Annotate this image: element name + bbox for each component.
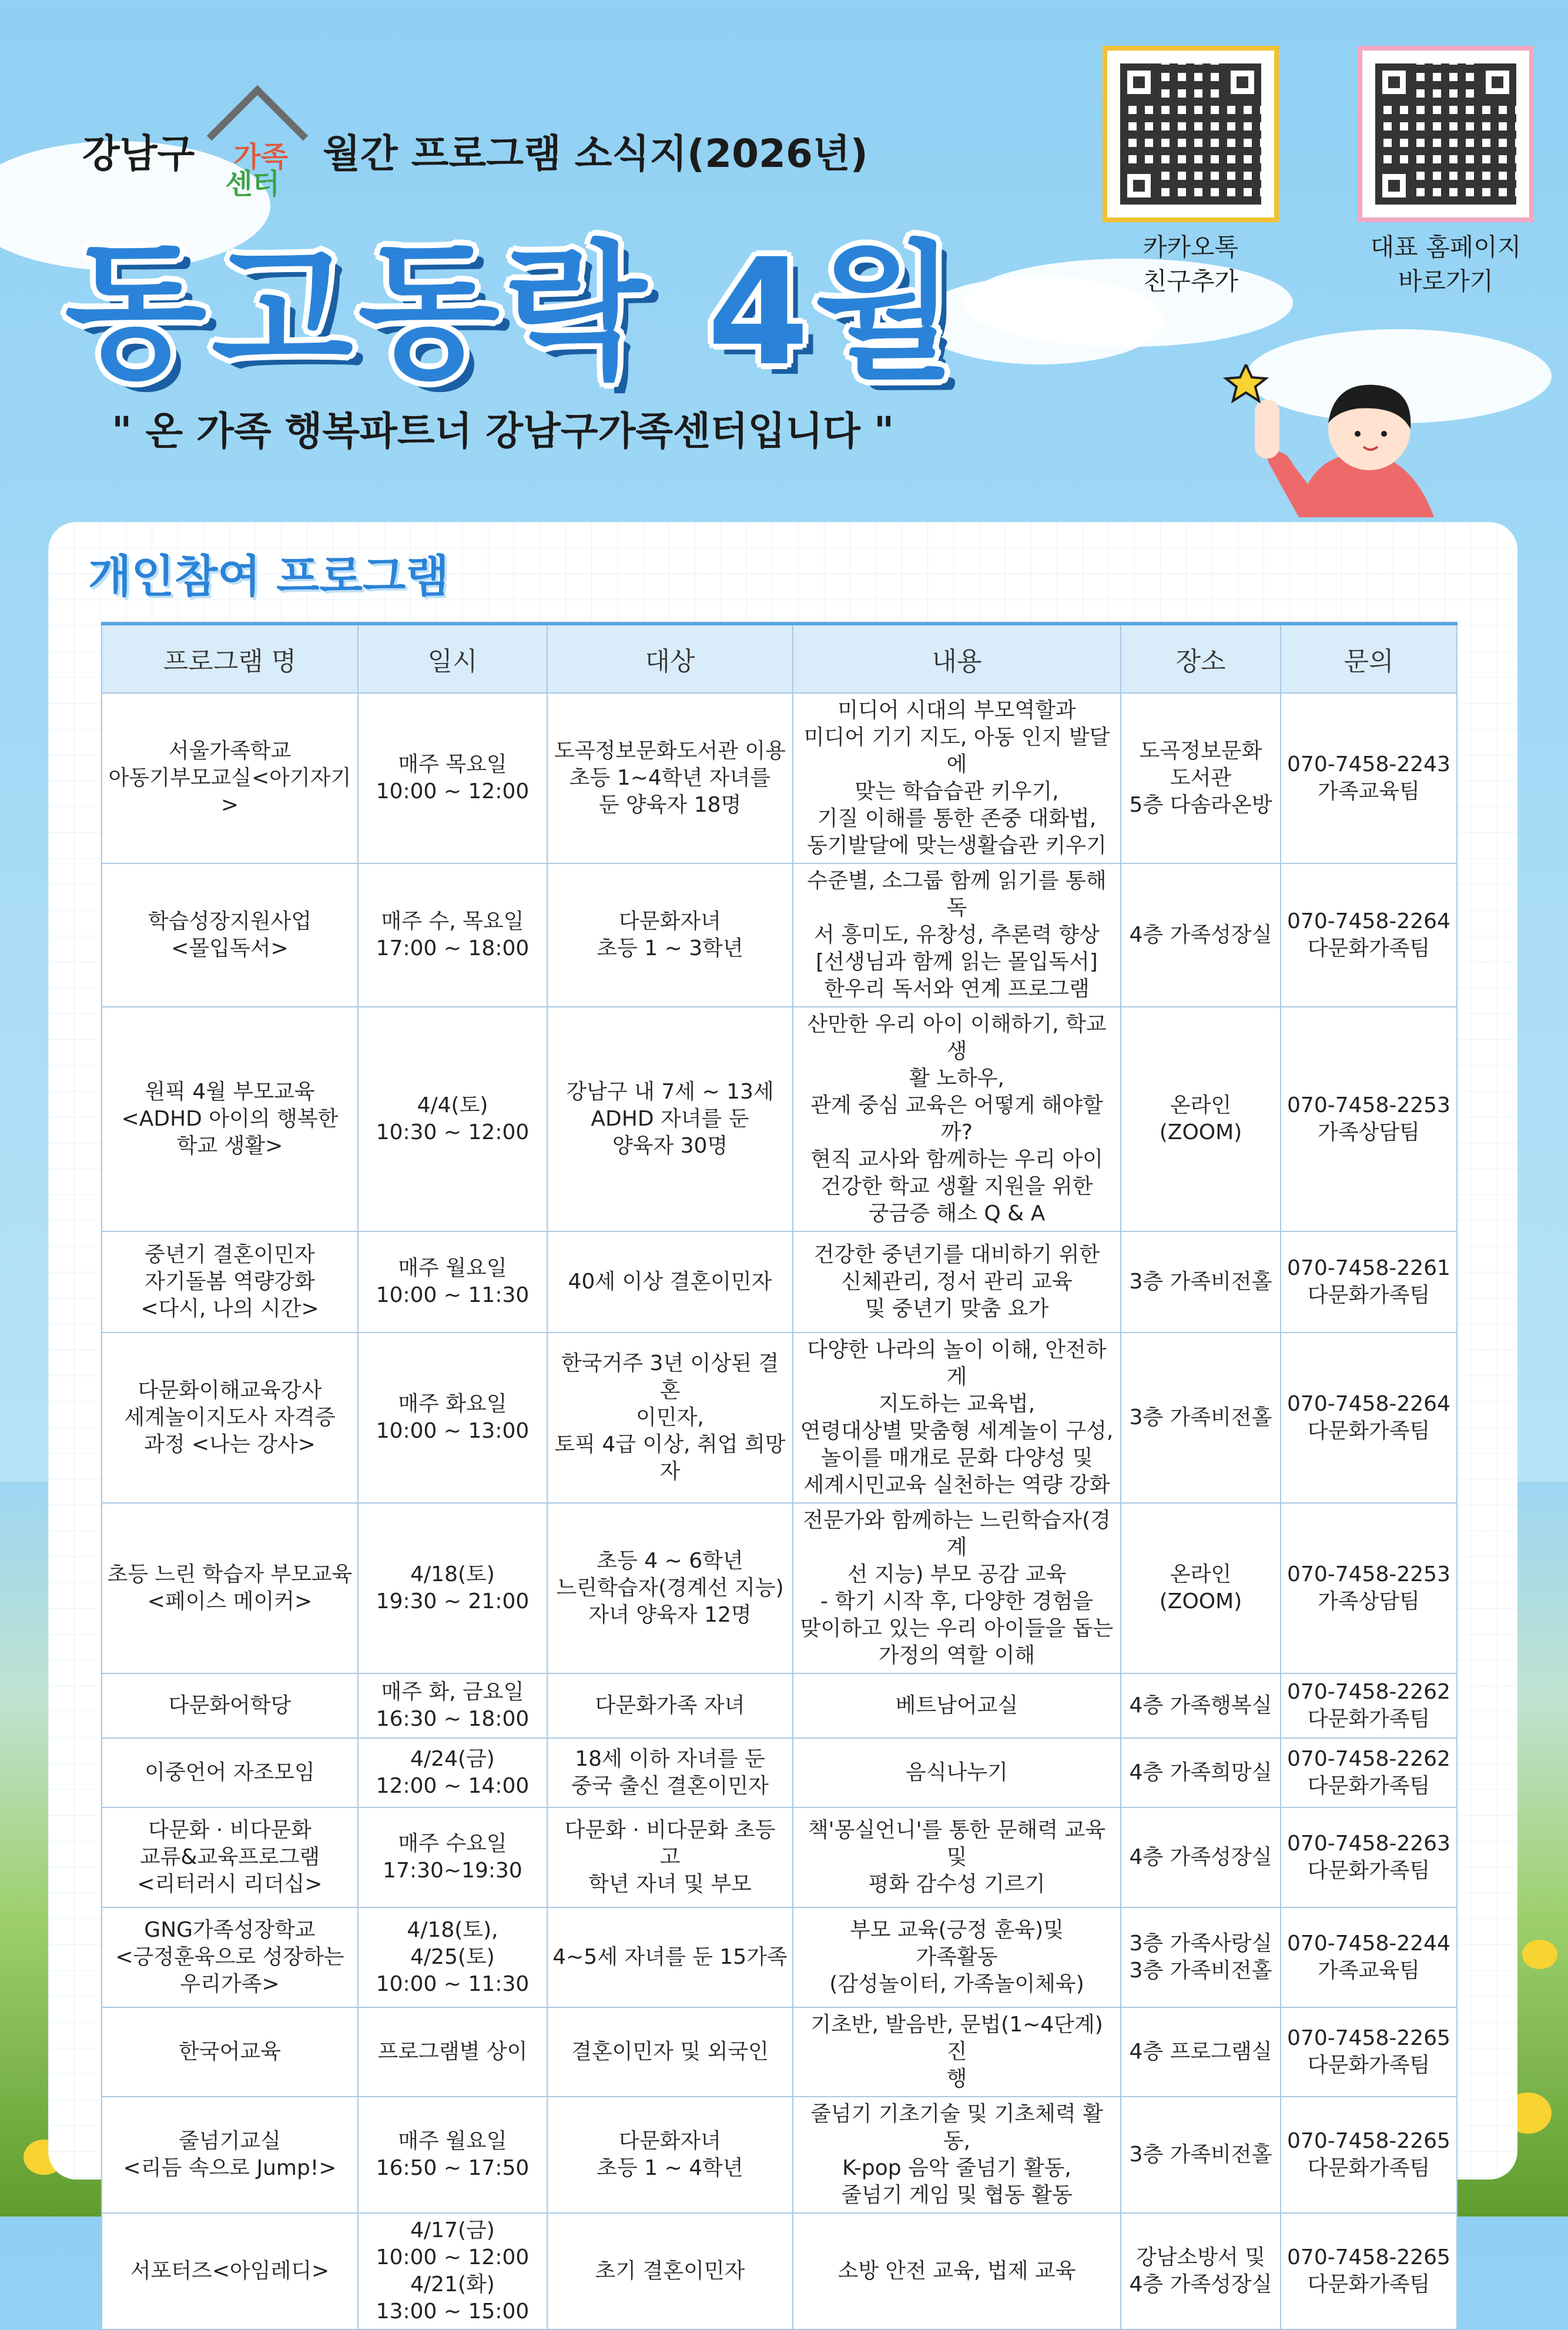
cell-target: 한국거주 3년 이상된 결혼 이민자, 토픽 4급 이상, 취업 희망자	[547, 1333, 793, 1503]
header-target: 대상	[547, 624, 793, 693]
cell-location: 4층 가족희망실	[1121, 1738, 1281, 1807]
cell-datetime: 4/24(금) 12:00 ~ 14:00	[358, 1738, 547, 1807]
slogan: " 온 가족 행복파트너 강남구가족센터입니다 "	[112, 409, 894, 454]
cell-datetime: 매주 월요일 16:50 ~ 17:50	[358, 2097, 547, 2213]
cell-datetime: 매주 목요일 10:00 ~ 12:00	[358, 693, 547, 863]
table-row	[102, 1503, 1457, 1673]
cell-contact: 070-7458-2244 가족교육팀	[1281, 1907, 1457, 2007]
cell-program-name: 다문화 · 비다문화 교류&교육프로그램 <리터러시 리더십>	[102, 1807, 358, 1907]
cell-target: 초기 결혼이민자	[547, 2213, 793, 2329]
cell-target: 강남구 내 7세 ~ 13세 ADHD 자녀를 둔 양육자 30명	[547, 1007, 793, 1231]
cell-program-name: 서포터즈<아임레디>	[102, 2213, 358, 2329]
cell-content: 전문가와 함께하는 느린학습자(경계 선 지능) 부모 공감 교육 - 학기 시작 후, 다양한 경험을 맞이하고 있는 우리 아이들을 돕는 가정의 역할 이해	[793, 1503, 1121, 1673]
flower	[1522, 1940, 1557, 1969]
cell-location: 온라인 (ZOOM)	[1121, 1503, 1281, 1673]
cell-target: 다문화가족 자녀	[547, 1673, 793, 1738]
cell-target: 40세 이상 결혼이민자	[547, 1231, 793, 1333]
cell-program-name: 초등 느린 학습자 부모교육 <페이스 메이커>	[102, 1503, 358, 1673]
cell-program-name: 서울가족학교 아동기부모교실<아기자기>	[102, 693, 358, 863]
homepage-qr[interactable]	[1358, 46, 1534, 299]
cell-datetime: 매주 수, 목요일 17:00 ~ 18:00	[358, 863, 547, 1007]
cell-content: 책'몽실언니'를 통한 문해력 교육 및 평화 감수성 기르기	[793, 1807, 1121, 1907]
cell-program-name: GNG가족성장학교 <긍정훈육으로 성장하는 우리가족>	[102, 1907, 358, 2007]
cell-content: 소방 안전 교육, 법제 교육	[793, 2213, 1121, 2329]
cell-content: 수준별, 소그룹 함께 읽기를 통해 독 서 흥미도, 유창성, 추론력 향상 [선생님과 함께 읽는 몰입독서] 한우리 독서와 연계 프로그램	[793, 863, 1121, 1007]
cell-target: 다문화자녀 초등 1 ~ 4학년	[547, 2097, 793, 2213]
logo-text-bottom: 센터	[225, 168, 280, 200]
cell-location: 강남소방서 및 4층 가족성장실	[1121, 2213, 1281, 2329]
cell-location: 3층 가족사랑실 3층 가족비전홀	[1121, 1907, 1281, 2007]
star-icon	[1226, 364, 1266, 401]
family-center-logo	[215, 118, 303, 200]
cell-target: 다문화 · 비다문화 초등 고 학년 자녀 및 부모	[547, 1807, 793, 1907]
table-row	[102, 1333, 1457, 1503]
cell-contact: 070-7458-2264 다문화가족팀	[1281, 863, 1457, 1007]
header-program-name: 프로그램 명	[102, 624, 358, 693]
cell-contact: 070-7458-2262 다문화가족팀	[1281, 1738, 1457, 1807]
cell-datetime: 4/18(토), 4/25(토) 10:00 ~ 11:30	[358, 1907, 547, 2007]
table-header-row	[102, 624, 1457, 693]
table-row	[102, 2213, 1457, 2329]
cell-contact: 070-7458-2263 다문화가족팀	[1281, 1807, 1457, 1907]
cell-content: 음식나누기	[793, 1738, 1121, 1807]
cell-target: 초등 4 ~ 6학년 느린학습자(경계선 지능) 자녀 양육자 12명	[547, 1503, 793, 1673]
cell-datetime: 매주 화, 금요일 16:30 ~ 18:00	[358, 1673, 547, 1738]
table-row	[102, 1907, 1457, 2007]
cell-program-name: 원픽 4월 부모교육 <ADHD 아이의 행복한 학교 생활>	[102, 1007, 358, 1231]
cell-location: 4층 가족성장실	[1121, 1807, 1281, 1907]
header-contact: 문의	[1281, 624, 1457, 693]
cell-target: 18세 이하 자녀를 둔 중국 출신 결혼이민자	[547, 1738, 793, 1807]
cell-location: 도곡정보문화 도서관 5층 다솜라온방	[1121, 693, 1281, 863]
cell-datetime: 4/4(토) 10:30 ~ 12:00	[358, 1007, 547, 1231]
cell-target: 4~5세 자녀를 둔 15가족	[547, 1907, 793, 2007]
qr-label-homepage: 대표 홈페이지 바로가기	[1370, 233, 1522, 296]
cell-content: 다양한 나라의 놀이 이해, 안전하게 지도하는 교육법, 연령대상별 맞춤형 세계놀이 구성, 놀이를 매개로 문화 다양성 및 세계시민교육 실천하는 역량 강화	[793, 1333, 1121, 1503]
pointing-person-illustration	[1181, 364, 1446, 517]
table-row	[102, 1231, 1457, 1333]
cell-datetime: 매주 월요일 10:00 ~ 11:30	[358, 1231, 547, 1333]
table-row	[102, 2097, 1457, 2213]
cell-content: 줄넘기 기초기술 및 기초체력 활동, K-pop 음악 줄넘기 활동, 줄넘기 게임 및 협동 활동	[793, 2097, 1121, 2213]
section-title: 개인참여 프로그램	[88, 550, 449, 602]
logo-text-top: 가족	[233, 140, 289, 173]
table-row	[102, 1807, 1457, 1907]
qr-code-icon[interactable]	[1103, 46, 1279, 222]
cell-location: 4층 가족행복실	[1121, 1673, 1281, 1738]
qr-code-icon[interactable]	[1358, 46, 1534, 222]
cell-datetime: 매주 화요일 10:00 ~ 13:00	[358, 1333, 547, 1503]
cell-program-name: 중년기 결혼이민자 자기돌봄 역량강화 <다시, 나의 시간>	[102, 1231, 358, 1333]
cell-contact: 070-7458-2253 가족상담팀	[1281, 1503, 1457, 1673]
cell-content: 미디어 시대의 부모역할과 미디어 기기 지도, 아동 인지 발달에 맞는 학습습관 키우기, 기질 이해를 통한 존중 대화법, 동기발달에 맞는생활습관 키우기	[793, 693, 1121, 863]
table-row	[102, 2007, 1457, 2097]
table-row	[102, 863, 1457, 1007]
cell-content: 건강한 중년기를 대비하기 위한 신체관리, 정서 관리 교육 및 중년기 맞춤 요가	[793, 1231, 1121, 1333]
cell-location: 3층 가족비전홀	[1121, 1333, 1281, 1503]
header-content: 내용	[793, 624, 1121, 693]
table-row	[102, 1673, 1457, 1738]
newsletter-title: 월간 프로그램 소식지(2026년)	[323, 130, 868, 176]
cell-location: 3층 가족비전홀	[1121, 1231, 1281, 1333]
cell-contact: 070-7458-2262 다문화가족팀	[1281, 1673, 1457, 1738]
cell-target: 다문화자녀 초등 1 ~ 3학년	[547, 863, 793, 1007]
cell-program-name: 이중언어 자조모임	[102, 1738, 358, 1807]
cell-datetime: 4/18(토) 19:30 ~ 21:00	[358, 1503, 547, 1673]
pointing-hand	[1255, 400, 1279, 458]
header-location: 장소	[1121, 624, 1281, 693]
cell-contact: 070-7458-2253 가족상담팀	[1281, 1007, 1457, 1231]
cell-datetime: 4/17(금) 10:00 ~ 12:00 4/21(화) 13:00 ~ 15:00	[358, 2213, 547, 2329]
table-row	[102, 693, 1457, 863]
cell-program-name: 한국어교육	[102, 2007, 358, 2097]
cell-content: 산만한 우리 아이 이해하기, 학교 생 활 노하우, 관계 중심 교육은 어떻게 해야할까? 현직 교사와 함께하는 우리 아이 건강한 학교 생활 지원을 위한 궁금증 해소 Q & A	[793, 1007, 1121, 1231]
cell-contact: 070-7458-2265 다문화가족팀	[1281, 2213, 1457, 2329]
cell-content: 부모 교육(긍정 훈육)및 가족활동 (감성놀이터, 가족놀이체육)	[793, 1907, 1121, 2007]
cell-content: 기초반, 발음반, 문법(1~4단계) 진 행	[793, 2007, 1121, 2097]
cell-content: 베트남어교실	[793, 1673, 1121, 1738]
cell-target: 도곡정보문화도서관 이용 초등 1~4학년 자녀를 둔 양육자 18명	[547, 693, 793, 863]
cell-program-name: 다문화이해교육강사 세계놀이지도사 자격증 과정 <나는 강사>	[102, 1333, 358, 1503]
table-row	[102, 1738, 1457, 1807]
qr-label-kakao: 카카오톡 친구추가	[1143, 233, 1239, 296]
cell-contact: 070-7458-2265 다문화가족팀	[1281, 2007, 1457, 2097]
cell-datetime: 프로그램별 상이	[358, 2007, 547, 2097]
program-table	[101, 622, 1458, 2330]
main-title: 동고동락 4월	[65, 227, 961, 398]
cell-location: 온라인 (ZOOM)	[1121, 1007, 1281, 1231]
cell-target: 결혼이민자 및 외국인	[547, 2007, 793, 2097]
cell-program-name: 학습성장지원사업 <몰입독서>	[102, 863, 358, 1007]
header-datetime: 일시	[358, 624, 547, 693]
cell-contact: 070-7458-2243 가족교육팀	[1281, 693, 1457, 863]
table-row	[102, 1007, 1457, 1231]
cell-contact: 070-7458-2261 다문화가족팀	[1281, 1231, 1457, 1333]
cell-contact: 070-7458-2265 다문화가족팀	[1281, 2097, 1457, 2213]
cell-datetime: 매주 수요일 17:30~19:30	[358, 1807, 547, 1907]
newsletter-header	[82, 118, 868, 200]
cell-location: 4층 프로그램실	[1121, 2007, 1281, 2097]
cell-program-name: 다문화어학당	[102, 1673, 358, 1738]
cell-program-name: 줄넘기교실 <리듬 속으로 Jump!>	[102, 2097, 358, 2213]
cell-contact: 070-7458-2264 다문화가족팀	[1281, 1333, 1457, 1503]
cell-location: 4층 가족성장실	[1121, 863, 1281, 1007]
org-prefix: 강남구	[82, 130, 195, 176]
cell-location: 3층 가족비전홀	[1121, 2097, 1281, 2213]
kakao-qr[interactable]	[1103, 46, 1279, 299]
